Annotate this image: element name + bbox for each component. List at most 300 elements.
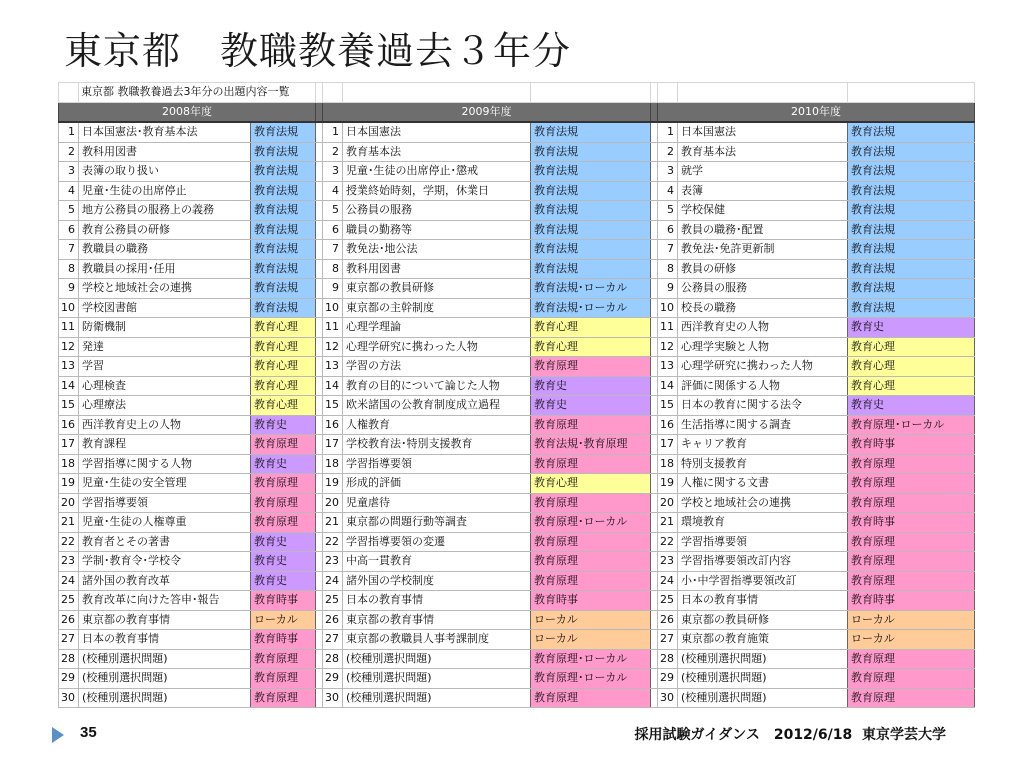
topic-cell-2009: (校種別選択問題) (343, 688, 531, 708)
column-spacer (316, 415, 323, 435)
table-row (59, 181, 975, 201)
category-cell-2010: 教育法規 (848, 220, 975, 240)
topic-cell-2009: 児童･生徒の出席停止･懲戒 (343, 162, 531, 182)
row-number: 16 (658, 415, 678, 435)
topic-cell-2009: 日本の教育事情 (343, 591, 531, 611)
table-row (59, 122, 975, 142)
column-spacer (651, 610, 658, 630)
category-cell-2010: ローカル (848, 610, 975, 630)
row-number: 9 (59, 279, 79, 299)
row-number: 11 (658, 318, 678, 338)
topic-cell-2008: 表簿の取り扱い (79, 162, 251, 182)
category-cell-2009: 教育原理 (531, 532, 651, 552)
column-spacer (316, 279, 323, 299)
topic-cell-2010: 就学 (678, 162, 848, 182)
category-cell-2010: 教育原理 (848, 669, 975, 689)
topic-cell-2009: 諸外国の学校制度 (343, 571, 531, 591)
topic-cell-2009: 東京都の主幹制度 (343, 298, 531, 318)
row-number: 24 (323, 571, 343, 591)
category-cell-2008: 教育心理 (251, 376, 316, 396)
topic-cell-2009: 中高一貫教育 (343, 552, 531, 572)
table-row (59, 376, 975, 396)
row-number: 2 (323, 142, 343, 162)
row-number: 25 (323, 591, 343, 611)
column-spacer (651, 454, 658, 474)
topic-cell-2008: 教職員の採用･任用 (79, 259, 251, 279)
row-number: 28 (323, 649, 343, 669)
column-spacer (651, 415, 658, 435)
topic-cell-2008: 地方公務員の服務上の義務 (79, 201, 251, 221)
category-cell-2010: 教育原理 (848, 571, 975, 591)
category-cell-2010: 教育法規 (848, 122, 975, 142)
row-number: 22 (59, 532, 79, 552)
row-number: 19 (323, 474, 343, 494)
topic-cell-2010: 教員の研修 (678, 259, 848, 279)
topic-cell-2008: 発達 (79, 337, 251, 357)
column-spacer (316, 571, 323, 591)
topic-cell-2010: 生活指導に関する調査 (678, 415, 848, 435)
table-row (59, 688, 975, 708)
row-number: 26 (59, 610, 79, 630)
topic-cell-2010: 東京都の教員研修 (678, 610, 848, 630)
topic-cell-2010: 学習指導要領 (678, 532, 848, 552)
column-spacer (651, 201, 658, 221)
category-cell-2010: 教育原理 (848, 474, 975, 494)
column-spacer (316, 630, 323, 650)
topic-cell-2009: (校種別選択問題) (343, 649, 531, 669)
table-row (59, 552, 975, 572)
category-cell-2008: 教育原理 (251, 435, 316, 455)
column-spacer (651, 279, 658, 299)
row-number: 14 (323, 376, 343, 396)
column-spacer (651, 649, 658, 669)
row-number: 7 (59, 240, 79, 260)
topic-cell-2008: 東京都の教育事情 (79, 610, 251, 630)
row-number: 29 (658, 669, 678, 689)
row-number: 27 (59, 630, 79, 650)
topic-cell-2010: 学校保健 (678, 201, 848, 221)
category-cell-2008: 教育法規 (251, 122, 316, 142)
category-cell-2010: ローカル (848, 630, 975, 650)
row-number: 11 (323, 318, 343, 338)
column-spacer (316, 337, 323, 357)
table-row (59, 493, 975, 513)
category-cell-2010: 教育心理 (848, 337, 975, 357)
column-spacer (651, 162, 658, 182)
topic-cell-2008: 学制･教育令･学校令 (79, 552, 251, 572)
column-spacer (651, 220, 658, 240)
category-cell-2010: 教育原理 (848, 688, 975, 708)
table-row (59, 474, 975, 494)
row-number: 27 (658, 630, 678, 650)
row-number: 24 (658, 571, 678, 591)
row-number: 28 (59, 649, 79, 669)
row-number: 4 (59, 181, 79, 201)
topic-cell-2008: (校種別選択問題) (79, 669, 251, 689)
row-number: 16 (323, 415, 343, 435)
category-cell-2009: 教育原理 (531, 454, 651, 474)
column-spacer (651, 122, 658, 142)
category-cell-2008: 教育原理 (251, 669, 316, 689)
topic-cell-2009: 授業終始時刻，学期，休業日 (343, 181, 531, 201)
table-row (59, 435, 975, 455)
column-spacer (316, 493, 323, 513)
topic-cell-2009: 職員の勤務等 (343, 220, 531, 240)
table-row (59, 259, 975, 279)
row-number: 11 (59, 318, 79, 338)
column-spacer (316, 649, 323, 669)
topic-cell-2009: 欧米諸国の公教育制度成立過程 (343, 396, 531, 416)
category-cell-2009: 教育史 (531, 376, 651, 396)
category-cell-2010: 教育心理 (848, 357, 975, 377)
category-cell-2008: 教育史 (251, 571, 316, 591)
year-header-row (59, 102, 975, 122)
row-number: 15 (658, 396, 678, 416)
category-cell-2008: 教育法規 (251, 279, 316, 299)
table-row (59, 142, 975, 162)
topic-cell-2008: 児童･生徒の人権尊重 (79, 513, 251, 533)
category-cell-2009: 教育法規･教育原理 (531, 435, 651, 455)
column-spacer (316, 142, 323, 162)
category-cell-2009: 教育原理 (531, 552, 651, 572)
category-cell-2008: 教育史 (251, 415, 316, 435)
slide-footer (0, 716, 1024, 752)
topic-cell-2010: 日本の教育に関する法令 (678, 396, 848, 416)
topic-cell-2008: 西洋教育史上の人物 (79, 415, 251, 435)
category-cell-2009: 教育法規 (531, 259, 651, 279)
category-cell-2009: 教育時事 (531, 591, 651, 611)
category-cell-2010: 教育原理 (848, 454, 975, 474)
topic-cell-2008: 学校図書館 (79, 298, 251, 318)
row-number: 23 (59, 552, 79, 572)
topic-cell-2009: (校種別選択問題) (343, 669, 531, 689)
category-cell-2010: 教育法規 (848, 259, 975, 279)
row-number: 19 (658, 474, 678, 494)
row-number: 5 (658, 201, 678, 221)
row-number: 5 (323, 201, 343, 221)
table-row (59, 513, 975, 533)
column-spacer (316, 591, 323, 611)
column-spacer (651, 669, 658, 689)
row-number: 12 (658, 337, 678, 357)
column-spacer (316, 259, 323, 279)
row-number: 26 (323, 610, 343, 630)
category-cell-2008: 教育法規 (251, 142, 316, 162)
column-spacer (651, 493, 658, 513)
row-number: 9 (658, 279, 678, 299)
category-cell-2009: 教育原理 (531, 688, 651, 708)
topic-cell-2008: 教職員の職務 (79, 240, 251, 260)
topic-cell-2009: 日本国憲法 (343, 122, 531, 142)
table-row (59, 630, 975, 650)
row-number: 13 (323, 357, 343, 377)
column-spacer (316, 376, 323, 396)
category-cell-2009: 教育心理 (531, 318, 651, 338)
category-cell-2009: 教育原理 (531, 415, 651, 435)
topic-cell-2008: 教育改革に向けた答申･報告 (79, 591, 251, 611)
category-cell-2008: 教育原理 (251, 493, 316, 513)
row-number: 24 (59, 571, 79, 591)
table-row (59, 532, 975, 552)
row-number: 18 (323, 454, 343, 474)
topic-cell-2008: 学習指導に関する人物 (79, 454, 251, 474)
column-spacer (316, 220, 323, 240)
row-number: 30 (59, 688, 79, 708)
topic-cell-2008: 教育者とその著書 (79, 532, 251, 552)
category-cell-2008: 教育法規 (251, 259, 316, 279)
category-cell-2010: 教育原理 (848, 649, 975, 669)
table-row (59, 318, 975, 338)
topic-cell-2008: 児童･生徒の出席停止 (79, 181, 251, 201)
row-number: 3 (59, 162, 79, 182)
topic-cell-2009: 学習指導要領 (343, 454, 531, 474)
category-cell-2008: 教育時事 (251, 591, 316, 611)
row-number: 3 (658, 162, 678, 182)
category-cell-2009: 教育法規･ローカル (531, 298, 651, 318)
category-cell-2009: 教育法規 (531, 181, 651, 201)
category-cell-2010: 教育法規 (848, 240, 975, 260)
column-spacer (651, 240, 658, 260)
topic-cell-2009: 学習の方法 (343, 357, 531, 377)
topic-cell-2009: 学校教育法･特別支援教育 (343, 435, 531, 455)
category-cell-2008: 教育時事 (251, 630, 316, 650)
category-cell-2010: 教育法規 (848, 162, 975, 182)
category-cell-2008: 教育法規 (251, 298, 316, 318)
topic-cell-2008: 防衛機制 (79, 318, 251, 338)
category-cell-2008: 教育原理 (251, 688, 316, 708)
topic-cell-2008: 心理療法 (79, 396, 251, 416)
row-number: 16 (59, 415, 79, 435)
row-number: 18 (658, 454, 678, 474)
table-row (59, 649, 975, 669)
column-spacer (651, 318, 658, 338)
category-cell-2009: 教育原理･ローカル (531, 669, 651, 689)
topic-cell-2008: (校種別選択問題) (79, 649, 251, 669)
topic-cell-2010: 校長の職務 (678, 298, 848, 318)
column-spacer (316, 162, 323, 182)
topic-cell-2009: 東京都の教育事情 (343, 610, 531, 630)
column-spacer (316, 201, 323, 221)
row-number: 26 (658, 610, 678, 630)
row-number: 10 (323, 298, 343, 318)
column-spacer (651, 259, 658, 279)
row-number: 30 (658, 688, 678, 708)
row-number: 1 (658, 122, 678, 142)
topic-cell-2009: 人権教育 (343, 415, 531, 435)
category-cell-2010: 教育心理 (848, 376, 975, 396)
column-spacer (316, 474, 323, 494)
row-number: 17 (658, 435, 678, 455)
category-cell-2010: 教育時事 (848, 435, 975, 455)
column-spacer (651, 142, 658, 162)
column-spacer (316, 396, 323, 416)
row-number: 2 (59, 142, 79, 162)
row-number: 13 (59, 357, 79, 377)
footer-text: 採用試験ガイダンス 2012/6/18 東京学芸大学 (634, 727, 946, 743)
category-cell-2009: 教育原理 (531, 571, 651, 591)
category-cell-2010: 教育法規 (848, 201, 975, 221)
category-cell-2010: 教育原理･ローカル (848, 415, 975, 435)
topic-cell-2009: 教育の目的について論じた人物 (343, 376, 531, 396)
column-spacer (316, 435, 323, 455)
topic-cell-2010: 人権に関する文書 (678, 474, 848, 494)
column-spacer (651, 357, 658, 377)
column-spacer (651, 630, 658, 650)
topic-cell-2010: キャリア教育 (678, 435, 848, 455)
row-number: 3 (323, 162, 343, 182)
row-number: 21 (59, 513, 79, 533)
topic-cell-2009: 教育基本法 (343, 142, 531, 162)
topic-cell-2010: 教育基本法 (678, 142, 848, 162)
column-spacer (316, 610, 323, 630)
column-spacer (316, 357, 323, 377)
table-row (59, 298, 975, 318)
column-spacer (651, 474, 658, 494)
category-cell-2010: 教育史 (848, 318, 975, 338)
topic-cell-2009: 東京都の問題行動等調査 (343, 513, 531, 533)
row-number: 25 (59, 591, 79, 611)
row-number: 25 (658, 591, 678, 611)
category-cell-2009: 教育史 (531, 396, 651, 416)
table-row (59, 454, 975, 474)
topic-cell-2009: 教免法･地公法 (343, 240, 531, 260)
row-number: 6 (658, 220, 678, 240)
topic-cell-2010: 日本の教育事情 (678, 591, 848, 611)
category-cell-2009: 教育法規 (531, 220, 651, 240)
row-number: 8 (59, 259, 79, 279)
row-number: 10 (59, 298, 79, 318)
topic-cell-2008: 教科用図書 (79, 142, 251, 162)
category-cell-2008: 教育法規 (251, 162, 316, 182)
topic-cell-2008: 日本の教育事情 (79, 630, 251, 650)
column-spacer (651, 435, 658, 455)
topic-cell-2009: 学習指導要領の変遷 (343, 532, 531, 552)
category-cell-2008: 教育法規 (251, 201, 316, 221)
topic-cell-2010: (校種別選択問題) (678, 669, 848, 689)
topic-cell-2009: 公務員の服務 (343, 201, 531, 221)
column-spacer (316, 688, 323, 708)
category-cell-2008: 教育史 (251, 552, 316, 572)
category-cell-2009: 教育法規 (531, 201, 651, 221)
row-number: 4 (658, 181, 678, 201)
category-cell-2008: 教育心理 (251, 337, 316, 357)
category-cell-2009: 教育法規･ローカル (531, 279, 651, 299)
exam-topics-table (58, 82, 975, 708)
table-row (59, 591, 975, 611)
topic-cell-2008: 学習指導要領 (79, 493, 251, 513)
row-number: 22 (658, 532, 678, 552)
category-cell-2009: 教育原理 (531, 493, 651, 513)
row-number: 15 (59, 396, 79, 416)
column-spacer (316, 318, 323, 338)
topic-cell-2009: 児童虐待 (343, 493, 531, 513)
topic-cell-2010: (校種別選択問題) (678, 688, 848, 708)
column-spacer (651, 181, 658, 201)
category-cell-2010: 教育法規 (848, 279, 975, 299)
row-number: 1 (323, 122, 343, 142)
table-row (59, 337, 975, 357)
topic-cell-2010: 環境教育 (678, 513, 848, 533)
column-spacer (316, 122, 323, 142)
category-cell-2009: 教育法規 (531, 142, 651, 162)
table-row (59, 201, 975, 221)
category-cell-2010: 教育原理 (848, 552, 975, 572)
topic-cell-2008: (校種別選択問題) (79, 688, 251, 708)
column-spacer (651, 376, 658, 396)
table-row (59, 415, 975, 435)
row-number: 15 (323, 396, 343, 416)
row-number: 21 (658, 513, 678, 533)
topic-cell-2010: 心理学実験と人物 (678, 337, 848, 357)
topic-cell-2008: 児童･生徒の安全管理 (79, 474, 251, 494)
category-cell-2009: 教育法規 (531, 122, 651, 142)
topic-cell-2010: (校種別選択問題) (678, 649, 848, 669)
year-header-2009: 2009年度 (323, 102, 651, 122)
category-cell-2008: 教育心理 (251, 318, 316, 338)
category-cell-2008: ローカル (251, 610, 316, 630)
column-spacer (651, 298, 658, 318)
category-cell-2009: 教育心理 (531, 474, 651, 494)
column-spacer (316, 669, 323, 689)
row-number: 20 (59, 493, 79, 513)
topic-cell-2008: 日本国憲法･教育基本法 (79, 122, 251, 142)
category-cell-2008: 教育法規 (251, 181, 316, 201)
row-number: 12 (59, 337, 79, 357)
year-header-2008: 2008年度 (59, 102, 316, 122)
category-cell-2010: 教育法規 (848, 181, 975, 201)
topic-cell-2010: 特別支援教育 (678, 454, 848, 474)
table-caption: 東京都 教職教養過去3年分の出題内容一覧 (79, 83, 316, 103)
column-spacer (316, 513, 323, 533)
footer-arrow-icon (52, 727, 64, 743)
category-cell-2009: 教育原理 (531, 357, 651, 377)
row-number: 27 (323, 630, 343, 650)
row-number: 28 (658, 649, 678, 669)
row-number: 1 (59, 122, 79, 142)
column-spacer (651, 396, 658, 416)
column-spacer (651, 513, 658, 533)
category-cell-2010: 教育時事 (848, 591, 975, 611)
row-number: 17 (59, 435, 79, 455)
table-row (59, 357, 975, 377)
topic-cell-2009: 教科用図書 (343, 259, 531, 279)
row-number: 23 (323, 552, 343, 572)
row-number: 14 (658, 376, 678, 396)
row-number: 30 (323, 688, 343, 708)
topic-cell-2010: 日本国憲法 (678, 122, 848, 142)
topic-cell-2010: 学校と地域社会の連携 (678, 493, 848, 513)
topic-cell-2008: 心理検査 (79, 376, 251, 396)
category-cell-2010: 教育時事 (848, 513, 975, 533)
category-cell-2008: 教育心理 (251, 357, 316, 377)
table-row (59, 220, 975, 240)
category-cell-2008: 教育史 (251, 532, 316, 552)
column-spacer (316, 298, 323, 318)
category-cell-2009: 教育原理･ローカル (531, 513, 651, 533)
column-spacer (651, 532, 658, 552)
topic-cell-2010: 西洋教育史の人物 (678, 318, 848, 338)
topic-cell-2009: 心理学研究に携わった人物 (343, 337, 531, 357)
column-spacer (651, 688, 658, 708)
table-row (59, 162, 975, 182)
category-cell-2009: 教育原理･ローカル (531, 649, 651, 669)
topic-cell-2010: 学習指導要領改訂内容 (678, 552, 848, 572)
category-cell-2010: 教育原理 (848, 532, 975, 552)
row-number: 23 (658, 552, 678, 572)
row-number: 13 (658, 357, 678, 377)
row-number: 19 (59, 474, 79, 494)
table-row (59, 396, 975, 416)
